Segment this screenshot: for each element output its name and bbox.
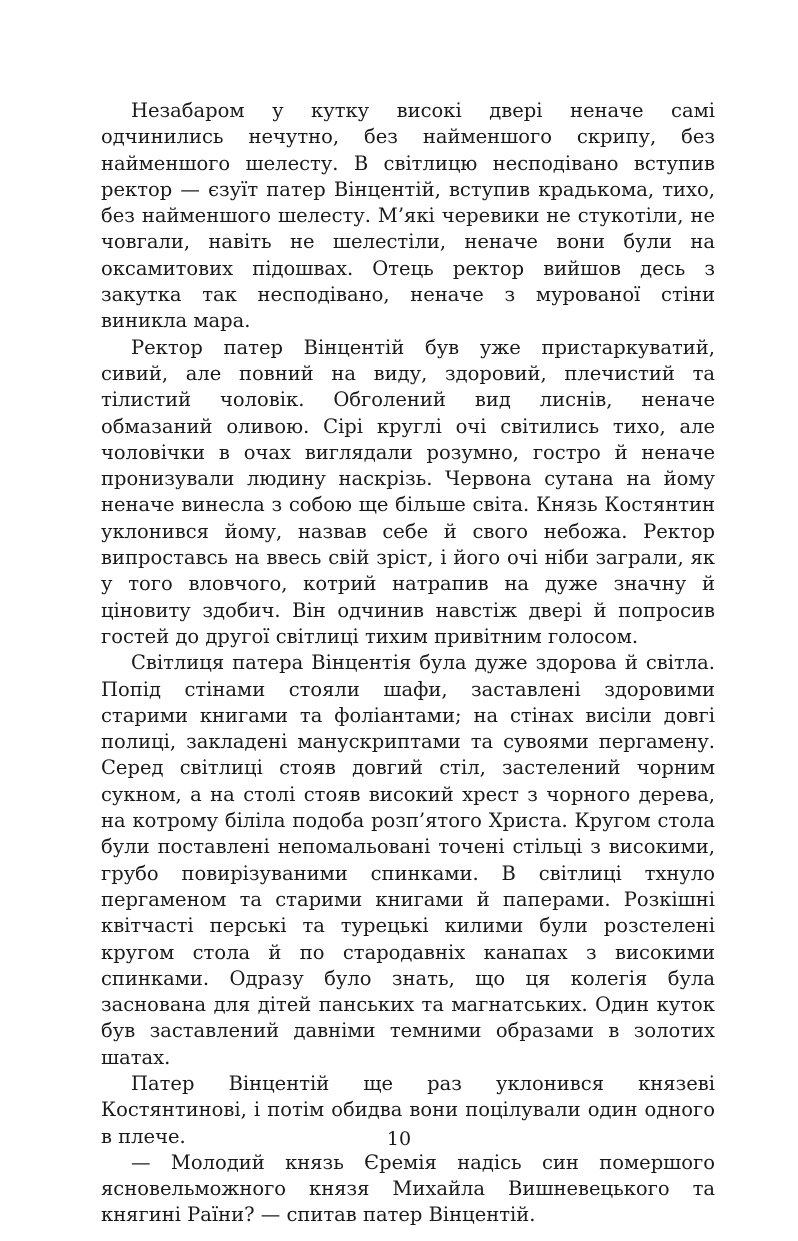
paragraph-1: Незабаром у кутку високі двері неначе самі одчинились нечутно, без найменшого скрипу, без найменшого шелесту. В світлицю несподівано вступив ректор — єзуїт патер Вінцентій, вступив крадькома, тихо, без найменшого шелесту. М’які черевики не стукотіли, не човгали, навіть не шелестіли, неначе вони були на оксамитових підошвах. Отець ректор вийшов десь з закутка так несподівано, неначе з мурованої стіни виникла мара. [101, 99, 715, 333]
paragraph-4: Патер Вінцентій ще раз уклонився князеві Костянтинові, і потім обидва вони поцілували один одного в плече. [101, 1071, 715, 1148]
body-text [101, 98, 715, 1229]
paragraph-2: Ректор патер Вінцентій був уже пристаркуватий, сивий, але повний на виду, здоровий, плечистий та тілистий чоловік. Обголений вид лиснів, неначе обмазаний оливою. Сірі круглі очі світились тихо, але чоловічки в очах виглядали розумно, гостро й неначе пронизували людину наскрізь. Червона сутана на йому неначе винесла з собою ще більше світа. Князь Костянтин уклонився йому, назвав себе й свого небожа. Ректор випроставсь на ввесь свій зріст, і його очі ніби заграли, як у того вловчого, котрий натрапив на дуже значну й ціновиту здобич. Він одчинив навстіж двері й попросив гостей до другої світлиці тихим привітним голосом. [101, 335, 715, 648]
paragraph-5: — Молодий князь Єремія надісь син помершого ясновельможного князя Михайла Вишневецького та княгині Раїни? — спитав патер Вінцентій. [101, 1150, 715, 1227]
page-number: 10 [386, 1128, 412, 1150]
paragraph-3: Світлиця патера Вінцентія була дуже здорова й світла. Попід стінами стояли шафи, заставлені здоровими старими книгами та фоліантами; на стінах висіли довгі полиці, закладені манускриптами та сувоями пергамену. Серед світлиці стояв довгий стіл, застелений чорним сукном, а на столі стояв високий хрест з чорного дерева, на котрому біліла подоба розп’ятого Христа. Кругом стола були поставлені непомальовані точені стільці з високими, грубо повирізуваними спинками. В світлиці тхнуло пергаменом та старими книгами й паперами. Розкішні квітчасті перські та турецькі килими були розстелені кругом стола й по стародавніх канапах з високими спинками. Одразу було знать, що ця колегія була заснована для дітей панських та магнатських. Один куток був заставлений давніми темними образами в золотих шатах. [101, 651, 715, 1069]
